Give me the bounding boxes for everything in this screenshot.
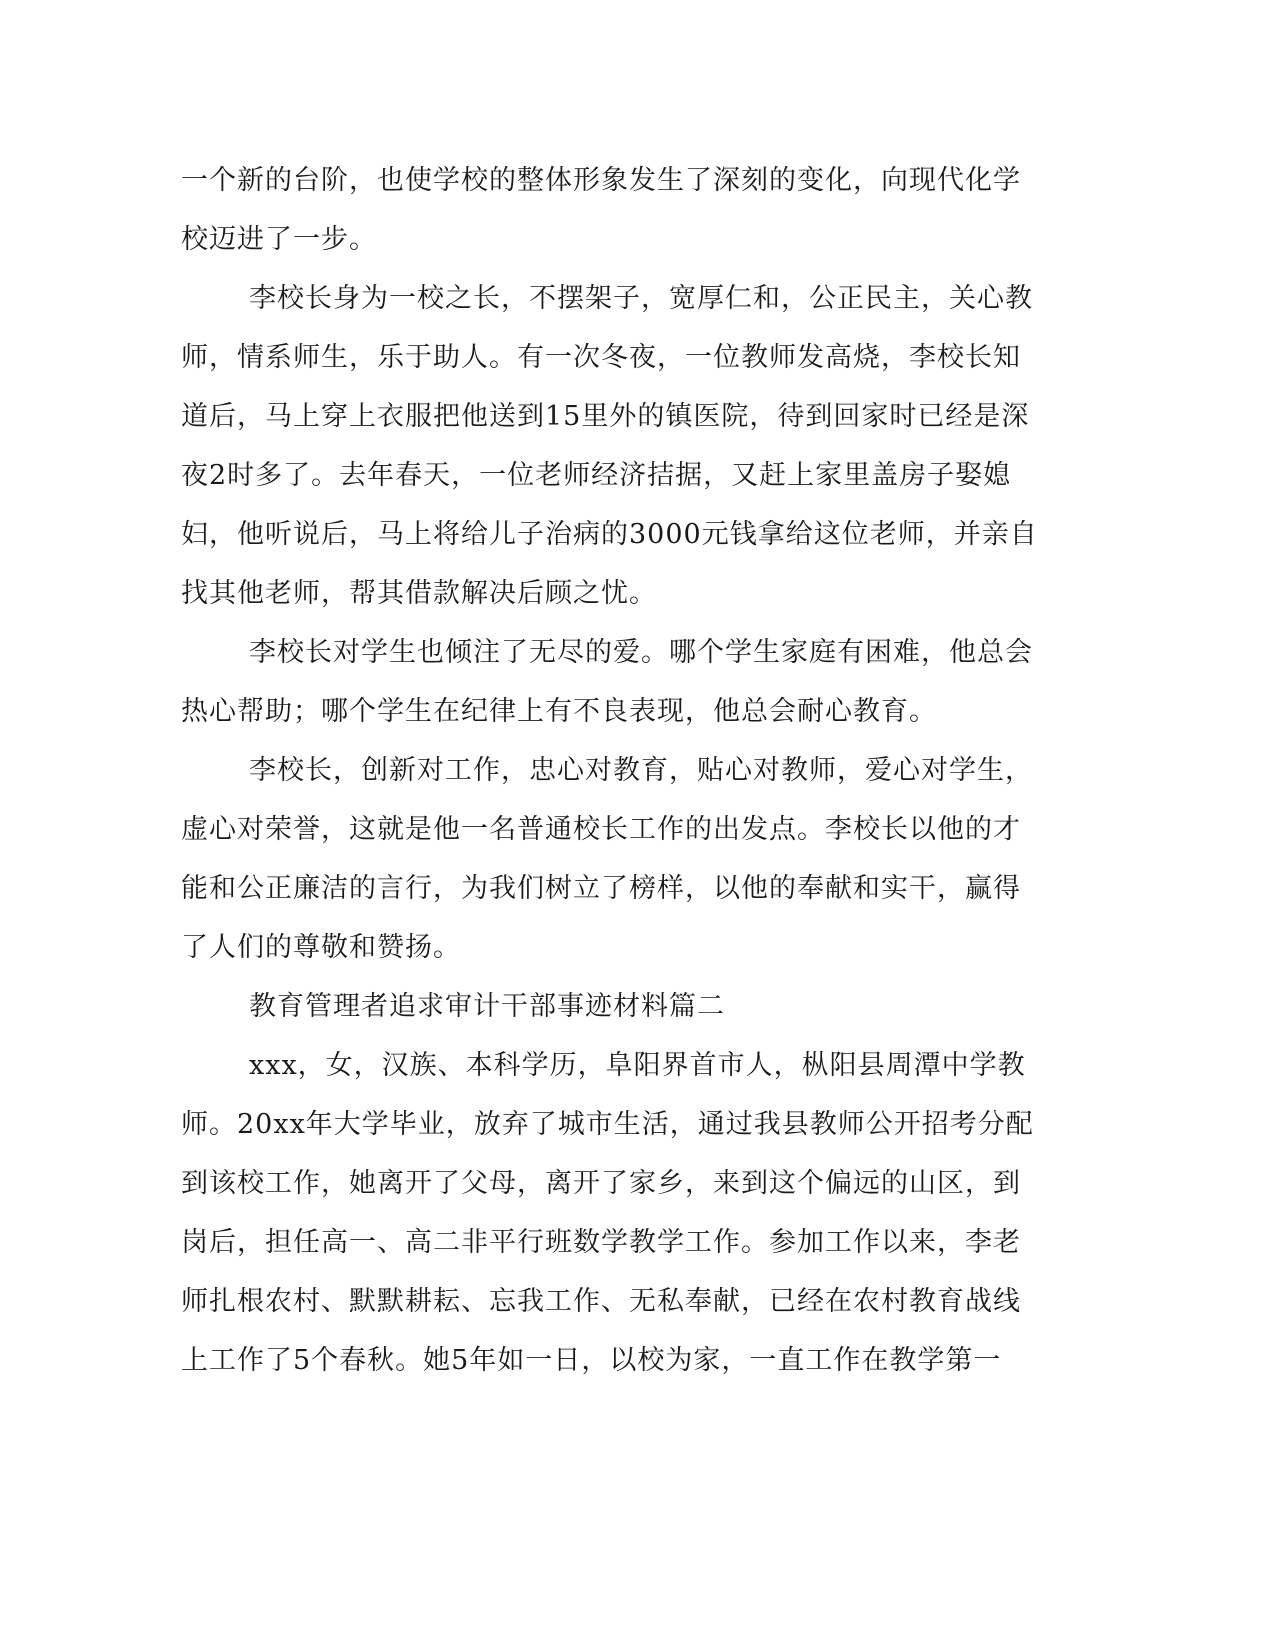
text-line: 到该校工作，她离开了父母，离开了家乡，来到这个偏远的山区，到 — [181, 1168, 1021, 1199]
text-line: 热心帮助；哪个学生在纪律上有不良表现，他总会耐心教育。 — [181, 696, 937, 727]
text-line: 校迈进了一步。 — [181, 224, 377, 255]
text-line: 找其他老师，帮其借款解决后顾之忧。 — [181, 578, 657, 609]
section-heading: 教育管理者追求审计干部事迹材料篇二 — [249, 991, 725, 1022]
text-line: xxx，女，汉族、本科学历，阜阳界首市人，枞阳县周潭中学教 — [249, 1050, 1026, 1081]
text-line: 上工作了5个春秋。她5年如一日，以校为家，一直工作在教学第一 — [181, 1345, 1002, 1376]
text-line: 虚心对荣誉，这就是他一名普通校长工作的出发点。李校长以他的才 — [181, 814, 1021, 845]
text-line: 李校长，创新对工作，忠心对教育，贴心对教师，爱心对学生， — [249, 755, 1033, 786]
text-line: 岗后，担任高一、高二非平行班数学教学工作。参加工作以来，李老 — [181, 1227, 1021, 1258]
text-line: 师。20xx年大学毕业，放弃了城市生活，通过我县教师公开招考分配 — [181, 1109, 1034, 1140]
text-line: 了人们的尊敬和赞扬。 — [181, 932, 461, 963]
text-line: 师，情系师生，乐于助人。有一次冬夜，一位教师发高烧，李校长知 — [181, 342, 1021, 373]
text-line: 能和公正廉洁的言行，为我们树立了榜样，以他的奉献和实干，赢得 — [181, 873, 1021, 904]
text-line: 李校长对学生也倾注了无尽的爱。哪个学生家庭有困难，他总会 — [249, 637, 1033, 668]
text-line: 师扎根农村、默默耕耘、忘我工作、无私奉献，已经在农村教育战线 — [181, 1286, 1021, 1317]
text-line: 夜2时多了。去年春天，一位老师经济拮据，又赶上家里盖房子娶媳 — [181, 460, 1012, 491]
text-line: 一个新的台阶，也使学校的整体形象发生了深刻的变化，向现代化学 — [181, 165, 1021, 196]
text-line: 道后，马上穿上衣服把他送到15里外的镇医院，待到回家时已经是深 — [181, 401, 1030, 432]
text-line: 李校长身为一校之长，不摆架子，宽厚仁和，公正民主，关心教 — [249, 283, 1033, 314]
text-line: 妇，他听说后，马上将给儿子治病的3000元钱拿给这位老师，并亲自 — [181, 519, 1038, 550]
